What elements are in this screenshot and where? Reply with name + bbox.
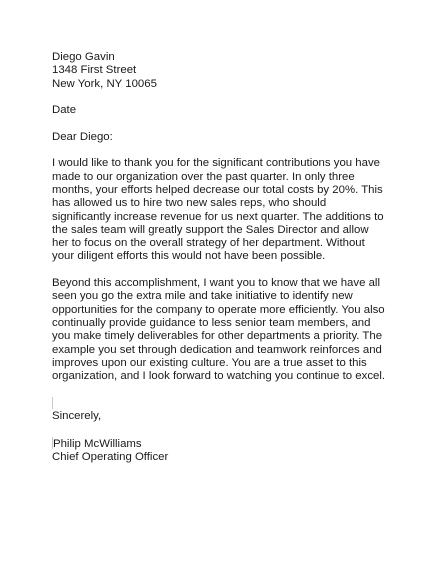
sender-name: Diego Gavin bbox=[52, 51, 115, 63]
paragraph-1 bbox=[52, 157, 392, 263]
paragraph-1-line: her to focus on the overall strategy of her department. Without bbox=[52, 237, 365, 250]
letter-body bbox=[52, 51, 392, 464]
sender-city: New York, NY 10065 bbox=[52, 77, 157, 90]
signer-name: Philip McWilliams bbox=[53, 437, 142, 450]
blank-line bbox=[52, 397, 392, 410]
paragraph-1-line: made to our organization over the past quarter. In only three bbox=[52, 170, 355, 183]
paragraph-1-line: the sales team will greatly support the Sales Director and allow bbox=[52, 223, 369, 236]
signer-title: Chief Operating Officer bbox=[52, 450, 169, 463]
paragraph-2-line: seen you go the extra mile and take initiative to identify new bbox=[52, 290, 353, 303]
text-cursor-mark bbox=[52, 397, 53, 409]
signer-name-line bbox=[52, 437, 392, 451]
paragraph-2 bbox=[52, 277, 392, 383]
paragraph-2-line: improves upon our existing culture. You are a true asset to this bbox=[52, 356, 367, 369]
closing: Sincerely, bbox=[52, 410, 102, 423]
paragraph-1-line: your diligent efforts this would not have been possible. bbox=[52, 250, 326, 263]
paragraph-2-line: example you set through dedication and teamwork reinforces and bbox=[52, 343, 382, 356]
paragraph-1-line: has allowed us to hire two new sales reps, who should bbox=[52, 197, 327, 210]
paragraph-1-line: significantly increase revenue for us next quarter. The additions to bbox=[52, 210, 384, 223]
paragraph-2-line: continually provide guidance to less senior team members, and bbox=[52, 316, 371, 329]
signature-block bbox=[52, 437, 392, 465]
paragraph-2-line: you make timely deliverables for other departments a priority. The bbox=[52, 330, 383, 343]
paragraph-1-line: I would like to thank you for the significant contributions you have bbox=[52, 157, 380, 170]
salutation: Dear Diego: bbox=[52, 130, 113, 143]
paragraph-1-line: months, your efforts helped decrease our total costs by 20%. This bbox=[52, 183, 383, 196]
paragraph-2-line: Beyond this accomplishment, I want you to know that we have all bbox=[52, 277, 380, 290]
date-label: Date bbox=[52, 104, 77, 117]
paragraph-2-line: opportunities for the company to operate more efficiently. You also bbox=[52, 303, 385, 316]
sender-address bbox=[52, 51, 392, 91]
sender-street: 1348 First Street bbox=[52, 64, 137, 77]
paragraph-2-line: organization, and I look forward to watching you continue to excel. bbox=[52, 370, 386, 383]
